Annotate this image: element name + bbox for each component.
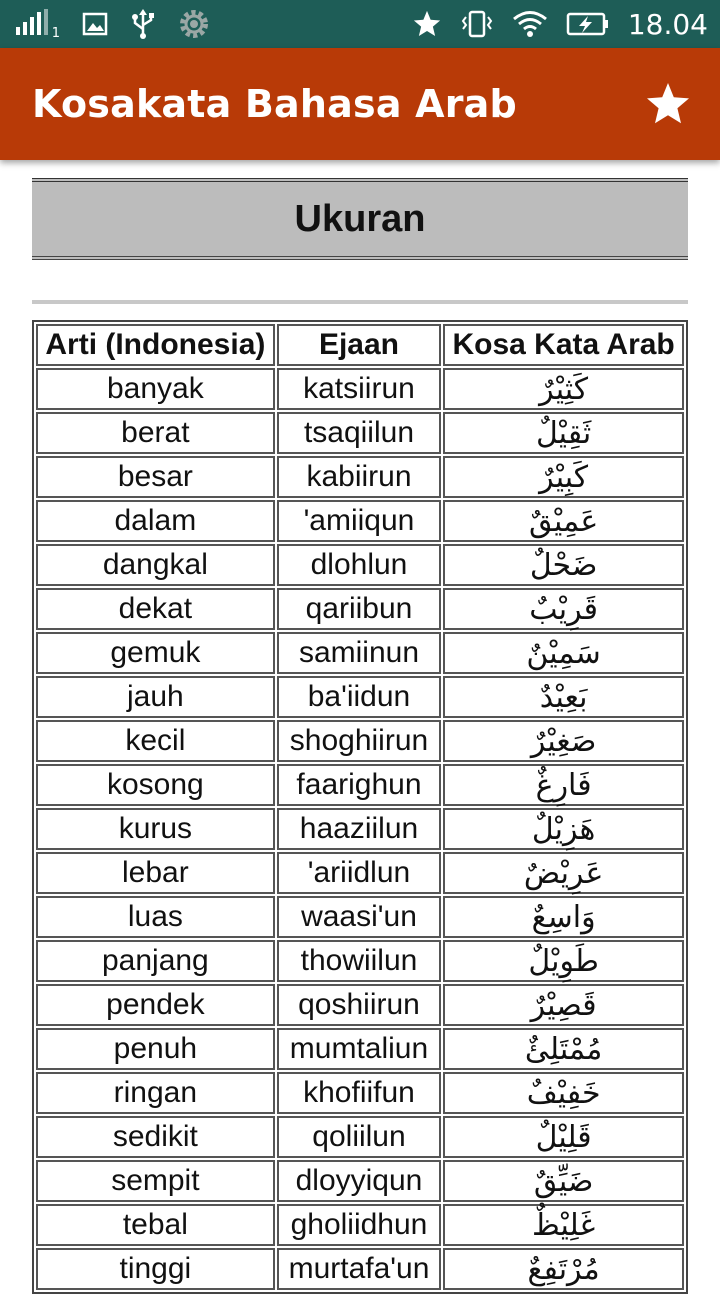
table-row <box>36 412 684 454</box>
table-row <box>36 588 684 630</box>
table-header-row <box>36 324 684 366</box>
cell-arabic: صَغِيْرٌ <box>443 720 684 762</box>
vibrate-icon <box>460 9 494 39</box>
section-heading <box>32 178 688 260</box>
header-kosa-kata-arab: Kosa Kata Arab <box>443 324 684 366</box>
table-row <box>36 1072 684 1114</box>
cell-indonesian: ringan <box>36 1072 275 1114</box>
cell-spelling: waasi'un <box>277 896 442 938</box>
table-row <box>36 940 684 982</box>
divider <box>32 300 688 304</box>
table-row <box>36 984 684 1026</box>
image-icon <box>82 11 108 37</box>
app-title: Kosakata Bahasa Arab <box>32 82 517 126</box>
cell-arabic: غَلِيْظٌ <box>443 1204 684 1246</box>
cell-indonesian: berat <box>36 412 275 454</box>
cell-spelling: 'ariidlun <box>277 852 442 894</box>
cell-indonesian: dekat <box>36 588 275 630</box>
cell-indonesian: luas <box>36 896 275 938</box>
cell-indonesian: lebar <box>36 852 275 894</box>
clock-time: 18.04 <box>627 7 708 41</box>
cell-indonesian: penuh <box>36 1028 275 1070</box>
header-arti: Arti (Indonesia) <box>36 324 275 366</box>
signal-icon <box>14 9 60 39</box>
cell-spelling: tsaqiilun <box>277 412 442 454</box>
favorite-button[interactable] <box>644 80 692 128</box>
table-row <box>36 1160 684 1202</box>
cell-arabic: مُرْتَفِعٌ <box>443 1248 684 1290</box>
cell-spelling: 'amiiqun <box>277 500 442 542</box>
app-bar <box>0 48 720 160</box>
cell-indonesian: gemuk <box>36 632 275 674</box>
cell-indonesian: panjang <box>36 940 275 982</box>
cell-arabic: ثَقِيْلٌ <box>443 412 684 454</box>
battery-charging-icon <box>566 11 610 37</box>
cell-indonesian: sempit <box>36 1160 275 1202</box>
cell-indonesian: tinggi <box>36 1248 275 1290</box>
star-icon <box>644 80 692 128</box>
status-bar <box>0 0 720 48</box>
table-row <box>36 676 684 718</box>
cell-spelling: murtafa'un <box>277 1248 442 1290</box>
cell-indonesian: dalam <box>36 500 275 542</box>
cell-spelling: haaziilun <box>277 808 442 850</box>
usb-icon <box>130 9 156 39</box>
cell-indonesian: pendek <box>36 984 275 1026</box>
cell-indonesian: tebal <box>36 1204 275 1246</box>
cell-arabic: كَثِيْرٌ <box>443 368 684 410</box>
signal-sub-label: 1 <box>51 26 60 41</box>
table-row <box>36 456 684 498</box>
cell-spelling: kabiirun <box>277 456 442 498</box>
cell-spelling: samiinun <box>277 632 442 674</box>
content-area <box>32 160 688 1294</box>
cell-indonesian: kurus <box>36 808 275 850</box>
cell-spelling: thowiilun <box>277 940 442 982</box>
cell-spelling: faarighun <box>277 764 442 806</box>
wifi-icon <box>512 9 548 39</box>
cell-spelling: khofiifun <box>277 1072 442 1114</box>
table-row <box>36 500 684 542</box>
cell-spelling: dloyyiqun <box>277 1160 442 1202</box>
table-row <box>36 808 684 850</box>
cell-arabic: كَبِيْرٌ <box>443 456 684 498</box>
cell-arabic: قَرِيْبٌ <box>443 588 684 630</box>
cell-indonesian: jauh <box>36 676 275 718</box>
header-ejaan: Ejaan <box>277 324 442 366</box>
cell-arabic: ضَحْلٌ <box>443 544 684 586</box>
cell-spelling: qariibun <box>277 588 442 630</box>
section-title: Ukuran <box>294 197 426 240</box>
cell-indonesian: kecil <box>36 720 275 762</box>
cell-arabic: عَرِيْضٌ <box>443 852 684 894</box>
settings-gear-icon <box>178 8 210 40</box>
table-row <box>36 764 684 806</box>
table-row <box>36 544 684 586</box>
cell-arabic: قَصِيْرٌ <box>443 984 684 1026</box>
table-row <box>36 852 684 894</box>
cell-indonesian: banyak <box>36 368 275 410</box>
cell-spelling: qoliilun <box>277 1116 442 1158</box>
cell-spelling: shoghiirun <box>277 720 442 762</box>
cell-arabic: طَوِيْلٌ <box>443 940 684 982</box>
cell-arabic: خَفِيْفٌ <box>443 1072 684 1114</box>
table-row <box>36 632 684 674</box>
table-row <box>36 1116 684 1158</box>
cell-indonesian: besar <box>36 456 275 498</box>
table-row <box>36 1028 684 1070</box>
cell-arabic: عَمِيْقٌ <box>443 500 684 542</box>
cell-indonesian: sedikit <box>36 1116 275 1158</box>
cell-arabic: قَلِيْلٌ <box>443 1116 684 1158</box>
cell-spelling: dlohlun <box>277 544 442 586</box>
table-row <box>36 1248 684 1290</box>
cell-spelling: mumtaliun <box>277 1028 442 1070</box>
cell-arabic: ضَيِّقٌ <box>443 1160 684 1202</box>
cell-arabic: هَزِيْلٌ <box>443 808 684 850</box>
table-body <box>36 368 684 1290</box>
cell-arabic: بَعِيْدٌ <box>443 676 684 718</box>
vocabulary-table <box>32 320 688 1294</box>
cell-spelling: katsiirun <box>277 368 442 410</box>
star-icon <box>412 9 442 39</box>
cell-indonesian: kosong <box>36 764 275 806</box>
table-row <box>36 368 684 410</box>
cell-arabic: مُمْتَلِئٌ <box>443 1028 684 1070</box>
cell-indonesian: dangkal <box>36 544 275 586</box>
cell-spelling: ba'iidun <box>277 676 442 718</box>
table-row <box>36 720 684 762</box>
cell-spelling: gholiidhun <box>277 1204 442 1246</box>
cell-arabic: وَاسِعٌ <box>443 896 684 938</box>
cell-arabic: فَارِغٌ <box>443 764 684 806</box>
cell-arabic: سَمِيْنٌ <box>443 632 684 674</box>
table-row <box>36 896 684 938</box>
cell-spelling: qoshiirun <box>277 984 442 1026</box>
table-row <box>36 1204 684 1246</box>
